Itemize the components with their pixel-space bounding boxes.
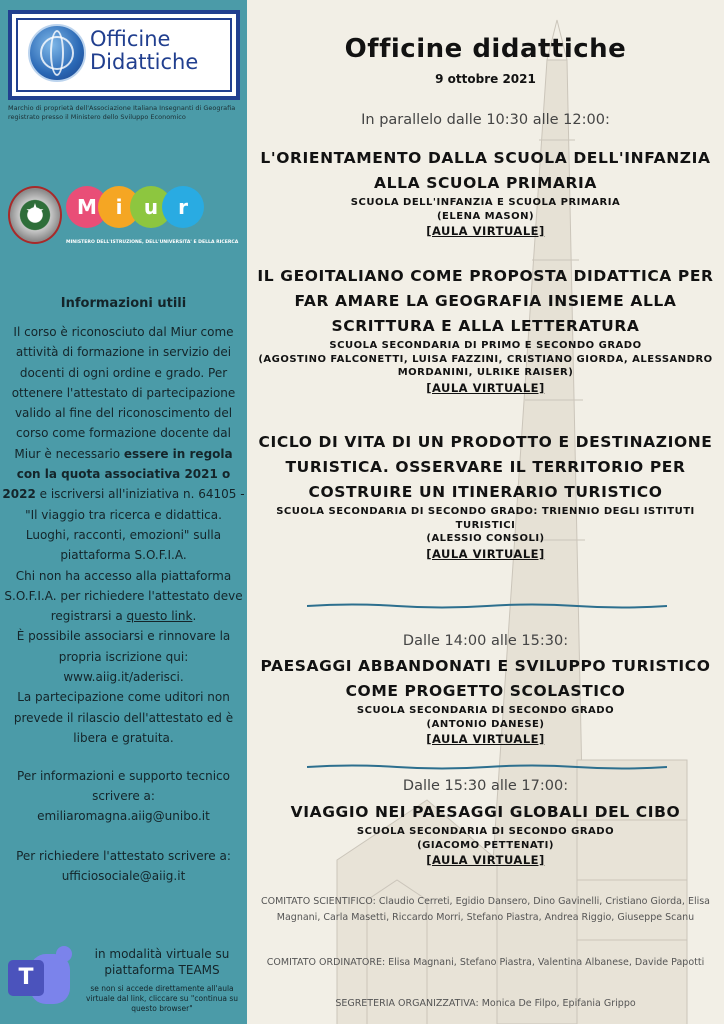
virtual-room-link[interactable]: [AULA VIRTUALE] xyxy=(426,224,545,238)
logo-text: Officine Didattiche xyxy=(90,27,199,75)
main-panel xyxy=(247,0,724,1024)
trademark-note: Marchio di proprietà dell'Associazione Italiana Insegnanti di Geografia registrato presso il Ministero dello Sviluppo Economico xyxy=(8,104,236,121)
talk-speakers: (AGOSTINO FALCONETTI, LUISA FAZZINI, CRISTIANO GIORDA, ALESSANDRO MORDANINI, ULRIKE RAISER) xyxy=(258,353,713,378)
talk-speakers: (ALESSIO CONSOLI) xyxy=(426,533,545,544)
registration-link[interactable]: questo link xyxy=(126,609,193,624)
info-title: Informazioni utili xyxy=(60,296,187,311)
miur-letter: r xyxy=(162,186,204,228)
support-email[interactable]: emiliaromagna.aiig@unibo.it xyxy=(37,809,210,823)
officine-didattiche-logo xyxy=(8,10,240,100)
time-slot-afternoon-1: Dalle 14:00 alle 15:30: xyxy=(402,633,569,649)
info-body xyxy=(2,322,245,748)
support-info: Per informazioni e supporto tecnico scrivere a: emiliaromagna.aiig@unibo.it Per richiedere l'attestato scrivere a: ufficiosociale@aiig.it xyxy=(16,769,231,883)
teams-note: se non si accede direttamente all'aula virtuale dal link, cliccare su "continua su questo browser" xyxy=(85,984,239,1013)
organizing-committee: COMITATO ORDINATORE: Elisa Magnani, Stefano Piastra, Valentina Albanese, Davide Papotti xyxy=(266,957,705,968)
talk-4 xyxy=(253,654,718,748)
italian-republic-emblem-icon: ★ xyxy=(8,186,62,244)
secretariat: SEGRETERIA ORGANIZZATIVA: Monica De Filpo, Epifania Grippo xyxy=(335,998,636,1009)
talk-school: SCUOLA SECONDARIA DI SECONDO GRADO xyxy=(356,705,615,716)
talk-title: PAESAGGI ABBANDONATI E SVILUPPO TURISTICO COME PROGETTO SCOLASTICO xyxy=(260,657,711,700)
certificate-email[interactable]: ufficiosociale@aiig.it xyxy=(61,869,186,883)
talk-3 xyxy=(253,430,718,563)
teams-text: in modalità virtuale su piattaforma TEAMS xyxy=(94,947,230,977)
info-paragraph: È possibile associarsi e rinnovare la propria iscrizione qui: www.aiig.it/aderisci. xyxy=(16,629,231,685)
info-paragraph: Chi non ha accesso alla piattaforma S.O.F.I.A. per richiedere l'attestato deve registrarsi a questo link. xyxy=(4,568,243,624)
talk-school: SCUOLA SECONDARIA DI SECONDO GRADO xyxy=(356,826,615,837)
miur-letter: M xyxy=(66,186,108,228)
talk-2 xyxy=(253,264,718,397)
miur-letter: i xyxy=(98,186,140,228)
talk-title: VIAGGIO NEI PAESAGGI GLOBALI DEL CIBO xyxy=(290,803,681,821)
wave-divider xyxy=(307,764,667,770)
virtual-room-link[interactable]: [AULA VIRTUALE] xyxy=(426,380,545,395)
talk-school: SCUOLA SECONDARIA DI PRIMO E SECONDO GRADO xyxy=(329,340,642,351)
miur-letter: u xyxy=(130,186,172,228)
miur-subtitle: MINISTERO DELL'ISTRUZIONE, DELL'UNIVERSITA' E DELLA RICERCA xyxy=(66,240,239,245)
talk-1 xyxy=(253,146,718,240)
talk-speakers: (ANTONIO DANESE) xyxy=(426,718,545,730)
scientific-committee: COMITATO SCIENTIFICO: Claudio Cerreti, Egidio Dansero, Dino Gavinelli, Cristiano Giorda, Elisa Magnani, Carla Masetti, Riccardo Morri, Stefano Piastra, Andrea Riggio, Giuseppe Scanu xyxy=(260,896,711,923)
globe-icon xyxy=(28,24,86,82)
talk-5 xyxy=(253,800,718,869)
event-date: 9 ottobre 2021 xyxy=(435,72,536,86)
virtual-room-link[interactable]: [AULA VIRTUALE] xyxy=(426,853,545,867)
talk-school: SCUOLA SECONDARIA DI SECONDO GRADO: TRIENNIO DEGLI ISTITUTI TURISTICI xyxy=(276,506,695,531)
talk-speakers: (GIACOMO PETTENATI) xyxy=(417,839,554,851)
virtual-room-link[interactable]: [AULA VIRTUALE] xyxy=(426,546,545,561)
sidebar xyxy=(0,0,247,1024)
time-slot-morning: In parallelo dalle 10:30 alle 12:00: xyxy=(361,112,610,128)
microsoft-teams-icon: T xyxy=(8,946,74,1010)
talk-school: SCUOLA DELL'INFANZIA E SCUOLA PRIMARIA xyxy=(350,197,621,208)
info-paragraph: Il corso è riconosciuto dal Miur come attività di formazione in servizio dei docenti di ogni ordine e grado. Per ottenere l'attestato di partecipazione valido al fine del riconoscimento del corso come formazione docente dal Miur è necessario essere in regola con la quota associativa 2021 o 2022 e iscriversi all'iniziativa n. 64105 - "Il viaggio tra ricerca e didattica. Luoghi, racconti, emozioni" sulla piattaforma S.O.F.I.A. xyxy=(2,325,245,563)
info-paragraph: La partecipazione come uditori non prevede il rilascio dell'attestato ed è libera e gratuita. xyxy=(13,690,234,745)
wave-divider xyxy=(307,603,667,609)
talk-speakers: (ELENA MASON) xyxy=(436,210,535,222)
event-title: Officine didattiche xyxy=(344,34,627,64)
virtual-room-link[interactable]: [AULA VIRTUALE] xyxy=(426,732,545,746)
miur-logo xyxy=(66,186,194,234)
talk-title: L'ORIENTAMENTO DALLA SCUOLA DELL'INFANZIA ALLA SCUOLA PRIMARIA xyxy=(260,149,711,192)
time-slot-afternoon-2: Dalle 15:30 alle 17:00: xyxy=(402,778,569,794)
talk-title: CICLO DI VITA DI UN PRODOTTO E DESTINAZIONE TURISTICA. OSSERVARE IL TERRITORIO PER COSTRUIRE UN ITINERARIO TURISTICO xyxy=(258,433,713,501)
talk-title: IL GEOITALIANO COME PROPOSTA DIDATTICA PER FAR AMARE LA GEOGRAFIA INSIEME ALLA SCRITTURA E ALLA LETTERATURA xyxy=(257,267,714,335)
